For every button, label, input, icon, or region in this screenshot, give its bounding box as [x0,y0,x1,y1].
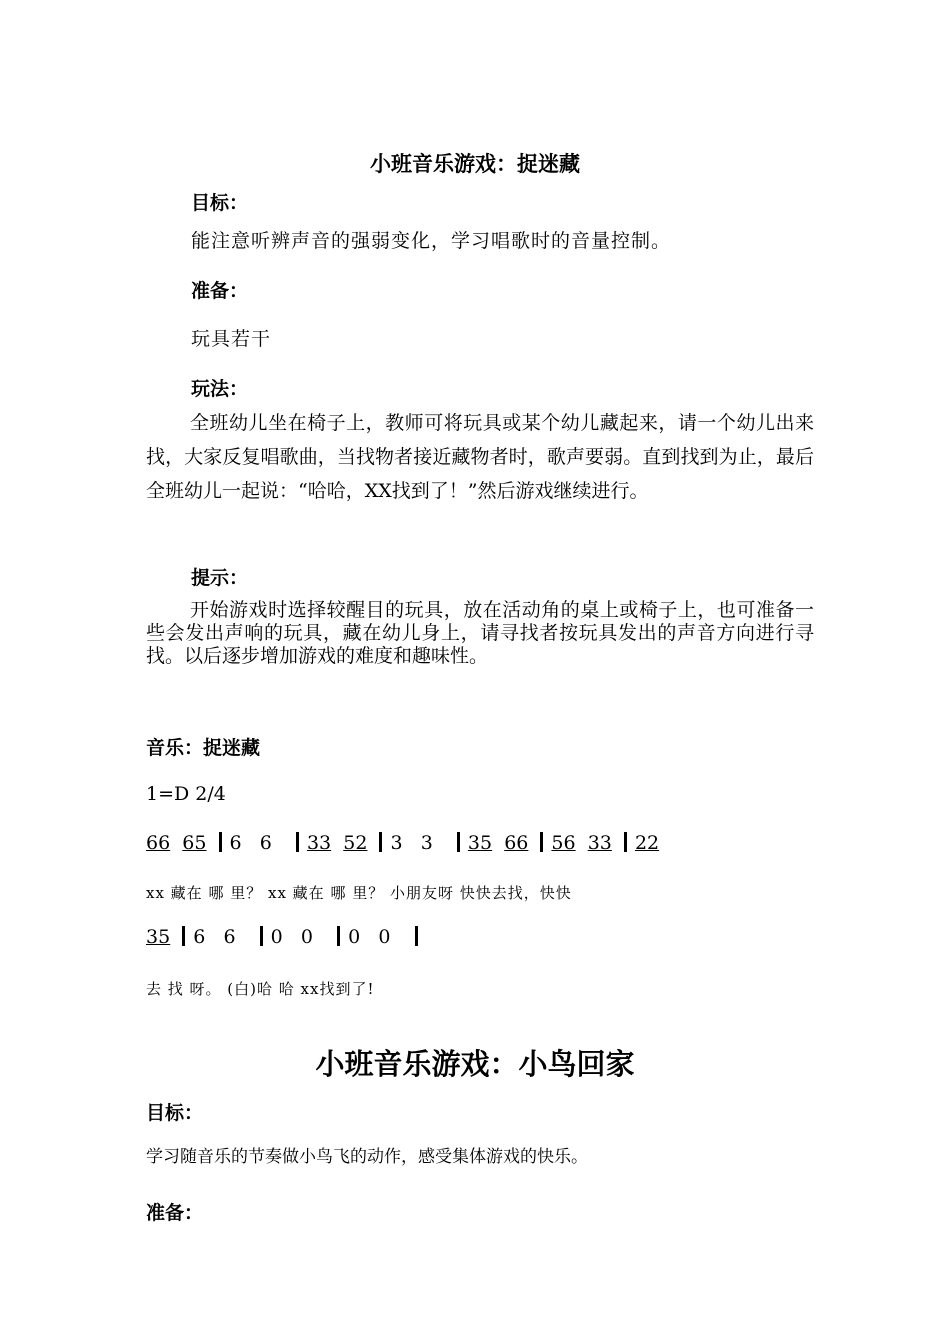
note: 6 [223,926,236,948]
note: 6 [229,832,242,854]
play-heading: 玩法： [191,378,249,400]
music-key: 1=D 2/4 [146,783,226,805]
note: 0 [300,926,313,948]
note: 6 [259,832,272,854]
prep-heading: 准备： [191,280,249,302]
play-text: 全班幼儿坐在椅子上，教师可将玩具或某个幼儿藏起来，请一个幼儿出来找，大家反复唱歌曲，当找物者接近藏物者时，歌声要弱。直到找到为止，最后全班幼儿一起说：“哈哈，XX找到了！”然后游戏继续进行。 [146,412,814,502]
note-group: 35 [146,926,171,948]
notation-line-2 [146,926,426,948]
prep-heading-2: 准备： [146,1202,204,1224]
note-group: 33 [587,832,612,854]
goal-heading-2: 目标： [146,1102,204,1124]
note: 3 [420,832,433,854]
note-group: 66 [146,832,171,854]
prep-text: 玩具若干 [191,328,272,350]
note-group: 56 [551,832,576,854]
note: 0 [378,926,391,948]
note-group: 35 [467,832,493,854]
goal-text-2: 学习随音乐的节奏做小鸟飞的动作，感受集体游戏的快乐。 [146,1147,588,1167]
bar-line [379,832,382,852]
goal-heading: 目标： [191,192,249,214]
bar-line [337,926,340,946]
note: 0 [348,926,361,948]
bar-line [219,832,222,852]
bar-line [260,926,263,946]
document-title: 小班音乐游戏：捉迷藏 [370,151,580,176]
note-group: 65 [182,832,207,854]
note: 6 [193,926,206,948]
bar-line [182,926,185,946]
goal-text: 能注意听辨声音的强弱变化，学习唱歌时的音量控制。 [191,230,672,252]
bar-line [296,832,299,852]
bar-line [540,832,543,852]
note-group: 66 [504,832,529,854]
notation-line-1 [146,832,659,854]
note: 0 [270,926,283,948]
tip-text: 开始游戏时选择较醒目的玩具，放在活动角的桌上或椅子上，也可准备一些会发出声响的玩具，藏在幼儿身上，请寻找者按玩具发出的声音方向进行寻找。以后逐步增加游戏的难度和趣味性。 [146,599,814,667]
note-group: 22 [634,832,660,854]
tip-heading: 提示： [191,567,249,589]
lyrics-line-2: 去 找 呀。 (白)哈 哈 xx找到了! [146,980,375,998]
note-group: 52 [343,832,368,854]
bar-line [415,926,418,946]
note: 3 [390,832,403,854]
second-title: 小班音乐游戏：小鸟回家 [315,1047,635,1081]
music-title: 音乐：捉迷藏 [146,737,261,759]
lyrics-line-1: xx 藏在 哪 里？ xx 藏在 哪 里？ 小朋友呀 快快去找，快快 [146,884,572,902]
bar-line [457,832,460,852]
bar-line [624,832,627,852]
note-group: 33 [306,832,332,854]
